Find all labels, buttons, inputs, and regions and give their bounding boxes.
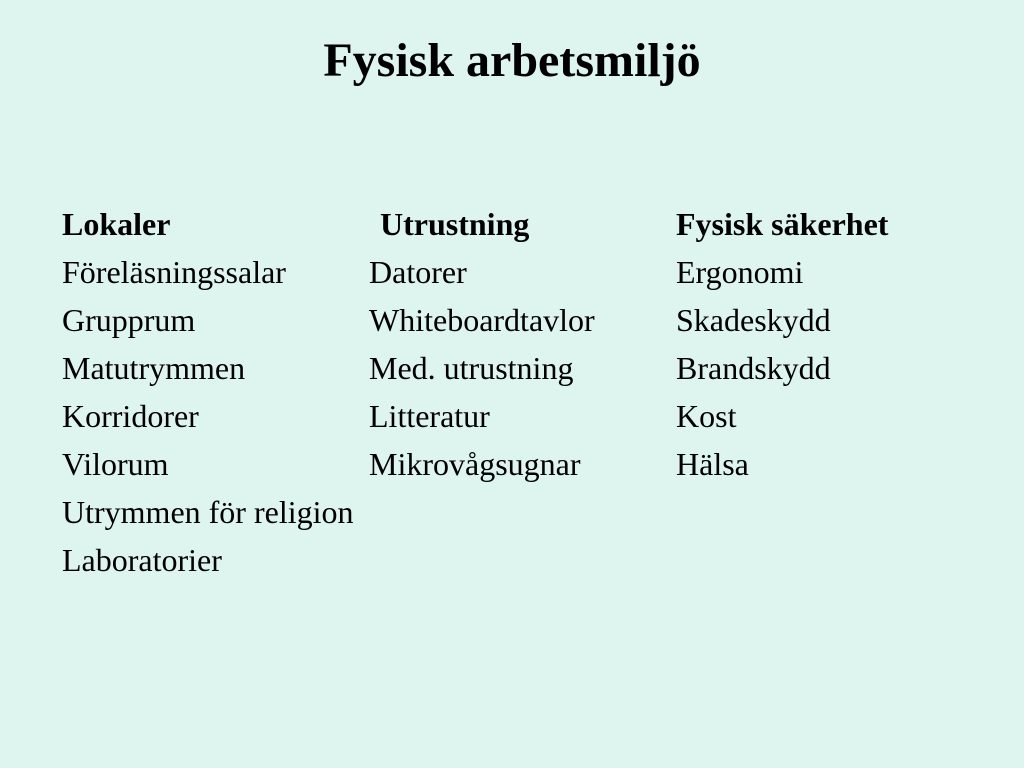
list-item: Skadeskydd (676, 302, 831, 338)
list-item: Korridorer (62, 398, 199, 434)
list-item: Ergonomi (676, 254, 804, 290)
list-item: Hälsa (676, 446, 749, 482)
list-item: Föreläsningssalar (62, 254, 286, 290)
column-lokaler (62, 200, 353, 584)
list-item: Datorer (369, 254, 467, 290)
list-item: Kost (676, 398, 737, 434)
column-heading-fysisk-sakerhet: Fysisk säkerhet (676, 206, 889, 242)
column-utrustning (369, 200, 595, 488)
column-heading-lokaler: Lokaler (62, 206, 171, 242)
column-fysisk-sakerhet (676, 200, 888, 488)
list-item: Mikrovågsugnar (369, 446, 581, 482)
list-item: Grupprum (62, 302, 196, 338)
list-item: Whiteboardtavlor (369, 302, 595, 338)
list-item: Brandskydd (676, 350, 831, 386)
list-item: Laboratorier (62, 542, 222, 578)
list-item: Med. utrustning (369, 350, 574, 386)
list-item: Litteratur (369, 398, 490, 434)
slide-title: Fysisk arbetsmiljö (323, 34, 701, 87)
list-item: Utrymmen för religion (62, 494, 354, 530)
list-item: Vilorum (62, 446, 169, 482)
column-heading-utrustning: Utrustning (380, 206, 530, 242)
list-item: Matutrymmen (62, 350, 246, 386)
